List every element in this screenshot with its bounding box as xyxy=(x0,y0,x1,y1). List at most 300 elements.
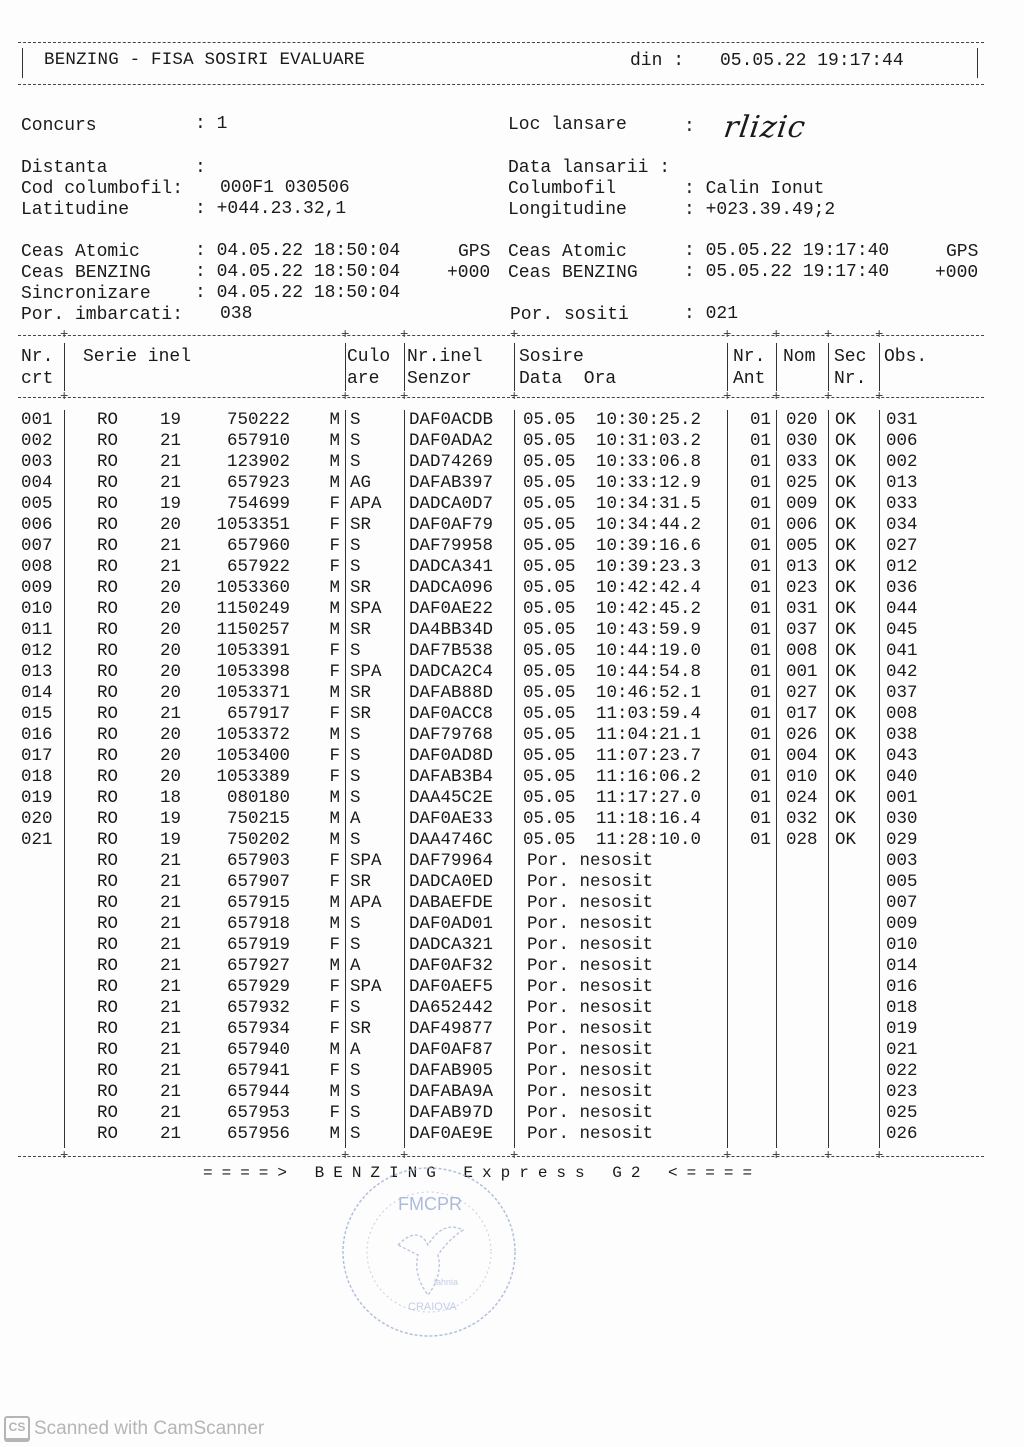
cell-nom: 026 xyxy=(786,725,818,745)
cell-obs: 021 xyxy=(886,1040,918,1060)
th-nom: Nom xyxy=(783,347,816,367)
cell-obs: 003 xyxy=(886,851,918,871)
cell-tara: RO xyxy=(97,620,119,640)
cell-an: 21 xyxy=(160,1019,182,1039)
cell-numar: 657907 xyxy=(226,872,290,892)
document-title: BENZING - FISA SOSIRI EVALUARE xyxy=(44,50,366,70)
cell-sec: OK xyxy=(835,557,857,577)
table-border-junction: + xyxy=(824,1148,833,1164)
cell-an: 20 xyxy=(160,641,182,661)
distanta-label: Distanta xyxy=(21,158,108,178)
cell-status: Por. nesosit xyxy=(527,893,654,913)
ceas-atomic-end-value: : 05.05.22 19:17:40 xyxy=(684,241,890,261)
th-sec-1: Sec xyxy=(834,347,867,367)
cell-data: 05.05 xyxy=(523,662,576,682)
table-row-arrived xyxy=(0,767,1024,788)
th-senzor-2: Senzor xyxy=(407,369,472,389)
cell-culoare: AG xyxy=(350,473,372,493)
table-border-junction: + xyxy=(824,389,833,405)
cell-sex: M xyxy=(329,956,340,976)
cell-nr: 002 xyxy=(21,431,53,451)
cell-status: Por. nesosit xyxy=(527,914,654,934)
longitudine-value: : +023.39.49;2 xyxy=(684,200,836,220)
cell-obs: 012 xyxy=(886,557,918,577)
cell-ora: 10:42:42.4 xyxy=(596,578,702,598)
cell-sex: F xyxy=(329,494,340,514)
cell-sex: M xyxy=(329,683,340,703)
cell-senzor: DAFAB905 xyxy=(409,1061,494,1081)
cell-culoare: S xyxy=(350,914,361,934)
cell-sex: F xyxy=(329,704,340,724)
cell-tara: RO xyxy=(97,1040,119,1060)
cell-status: Por. nesosit xyxy=(527,1040,654,1060)
cell-an: 19 xyxy=(160,494,182,514)
sincronizare-value: : 04.05.22 18:50:04 xyxy=(195,283,401,303)
cell-nr: 015 xyxy=(21,704,53,724)
cell-data: 05.05 xyxy=(523,452,576,472)
cell-an: 21 xyxy=(160,1040,182,1060)
cell-senzor: DADCA096 xyxy=(409,578,494,598)
cell-tara: RO xyxy=(97,1082,119,1102)
cell-status: Por. nesosit xyxy=(527,977,654,997)
table-row-arrived xyxy=(0,830,1024,851)
ceas-benzing-start-value: : 04.05.22 18:50:04 xyxy=(195,262,401,282)
cell-numar: 657915 xyxy=(226,893,290,913)
cell-data: 05.05 xyxy=(523,683,576,703)
cell-numar: 1053398 xyxy=(216,662,290,682)
cell-numar: 1053400 xyxy=(216,746,290,766)
cell-ant: 01 xyxy=(749,704,771,724)
cell-senzor: DAFAB97D xyxy=(409,1103,494,1123)
cell-status: Por. nesosit xyxy=(527,935,654,955)
cell-sec: OK xyxy=(835,704,857,724)
column-divider-header xyxy=(64,343,65,391)
table-border-junction: + xyxy=(510,389,519,405)
cell-culoare: APA xyxy=(350,494,382,514)
cell-senzor: DAF7B538 xyxy=(409,641,494,661)
cell-nr: 019 xyxy=(21,788,53,808)
cell-ant: 01 xyxy=(749,641,771,661)
cell-sex: F xyxy=(329,536,340,556)
cell-numar: 657956 xyxy=(226,1124,290,1144)
cell-senzor: DAF0ACC8 xyxy=(409,704,494,724)
cell-senzor: DADCA0ED xyxy=(409,872,494,892)
header-border-top xyxy=(18,42,984,43)
th-serie-inel: Serie inel xyxy=(83,347,192,367)
cell-an: 21 xyxy=(160,431,182,451)
cell-culoare: SPA xyxy=(350,662,382,682)
cell-status: Por. nesosit xyxy=(527,851,654,871)
cell-senzor: DADCA2C4 xyxy=(409,662,494,682)
cell-data: 05.05 xyxy=(523,641,576,661)
cell-numar: 1053389 xyxy=(216,767,290,787)
cell-ora: 10:39:16.6 xyxy=(596,536,702,556)
table-border-junction: + xyxy=(723,1148,732,1164)
loc-lansare-sep: : xyxy=(684,117,695,137)
cell-ant: 01 xyxy=(749,536,771,556)
cell-an: 20 xyxy=(160,578,182,598)
table-row-arrived xyxy=(0,431,1024,452)
cell-senzor: DAF0AF87 xyxy=(409,1040,494,1060)
cell-ant: 01 xyxy=(749,830,771,850)
th-nr-ant-2: Ant xyxy=(733,369,766,389)
cell-nr: 003 xyxy=(21,452,53,472)
cell-senzor: DAF79768 xyxy=(409,725,494,745)
cell-ora: 10:34:44.2 xyxy=(596,515,702,535)
cell-sex: F xyxy=(329,641,340,661)
cell-sec: OK xyxy=(835,788,857,808)
cell-culoare: S xyxy=(350,725,361,745)
cell-senzor: DAF0ACDB xyxy=(409,410,494,430)
cell-sex: M xyxy=(329,620,340,640)
cell-numar: 657929 xyxy=(226,977,290,997)
header-border-bottom xyxy=(18,84,984,85)
ceas-atomic-start-label: Ceas Atomic xyxy=(21,242,140,262)
cell-tara: RO xyxy=(97,809,119,829)
cell-senzor: DAF0AD8D xyxy=(409,746,494,766)
table-border-junction: + xyxy=(875,327,884,343)
table-row-arrived xyxy=(0,452,1024,473)
cell-sex: M xyxy=(329,725,340,745)
cell-culoare: SR xyxy=(350,515,372,535)
loc-lansare-label: Loc lansare xyxy=(508,115,627,135)
cell-ora: 11:03:59.4 xyxy=(596,704,702,724)
cell-an: 21 xyxy=(160,1124,182,1144)
cell-sex: F xyxy=(329,557,340,577)
cell-ora: 11:04:21.1 xyxy=(596,725,702,745)
cell-numar: 657922 xyxy=(226,557,290,577)
cell-sec: OK xyxy=(835,662,857,682)
cell-tara: RO xyxy=(97,1124,119,1144)
cell-nr: 021 xyxy=(21,830,53,850)
cell-data: 05.05 xyxy=(523,725,576,745)
table-row-not-arrived xyxy=(0,977,1024,998)
cell-status: Por. nesosit xyxy=(527,956,654,976)
cell-obs: 006 xyxy=(886,431,918,451)
cell-ant: 01 xyxy=(749,683,771,703)
cell-obs: 018 xyxy=(886,998,918,1018)
cell-tara: RO xyxy=(97,641,119,661)
cell-nr: 001 xyxy=(21,410,53,430)
cell-numar: 1053360 xyxy=(216,578,290,598)
cell-an: 19 xyxy=(160,809,182,829)
cell-sex: M xyxy=(329,473,340,493)
table-border-junction: + xyxy=(824,327,833,343)
table-border-junction: + xyxy=(400,1148,409,1164)
cell-culoare: S xyxy=(350,536,361,556)
cell-sex: F xyxy=(329,767,340,787)
cell-an: 20 xyxy=(160,767,182,787)
cell-culoare: A xyxy=(350,1040,361,1060)
cell-obs: 016 xyxy=(886,977,918,997)
ceas-benzing-end-label: Ceas BENZING xyxy=(508,263,638,283)
cell-sex: F xyxy=(329,1061,340,1081)
cell-culoare: SR xyxy=(350,683,372,703)
cell-culoare: S xyxy=(350,935,361,955)
cell-senzor: DAFAB3B4 xyxy=(409,767,494,787)
cell-nom: 027 xyxy=(786,683,818,703)
table-row-arrived xyxy=(0,515,1024,536)
cell-senzor: DADCA321 xyxy=(409,935,494,955)
cell-nom: 033 xyxy=(786,452,818,472)
th-sec-2: Nr. xyxy=(834,369,867,389)
table-border-junction: + xyxy=(341,1148,350,1164)
cell-sex: M xyxy=(329,578,340,598)
cell-obs: 040 xyxy=(886,767,918,787)
cell-ant: 01 xyxy=(749,599,771,619)
table-row-arrived xyxy=(0,683,1024,704)
table-row-arrived xyxy=(0,809,1024,830)
table-row-not-arrived xyxy=(0,914,1024,935)
ceas-benzing-start-label: Ceas BENZING xyxy=(21,263,151,283)
cell-senzor: DAFAB88D xyxy=(409,683,494,703)
cell-numar: 657934 xyxy=(226,1019,290,1039)
cell-obs: 033 xyxy=(886,494,918,514)
cell-nom: 010 xyxy=(786,767,818,787)
table-row-arrived xyxy=(0,599,1024,620)
cell-nr: 014 xyxy=(21,683,53,703)
cell-senzor: DAF0AF32 xyxy=(409,956,494,976)
cell-obs: 042 xyxy=(886,662,918,682)
cell-ant: 01 xyxy=(749,452,771,472)
cell-numar: 657903 xyxy=(226,851,290,871)
cell-ant: 01 xyxy=(749,809,771,829)
svg-text:CRAIOVA: CRAIOVA xyxy=(408,1301,457,1313)
cell-an: 20 xyxy=(160,599,182,619)
table-border-junction: + xyxy=(400,327,409,343)
cell-sec: OK xyxy=(835,725,857,745)
cell-culoare: SR xyxy=(350,1019,372,1039)
cell-an: 21 xyxy=(160,956,182,976)
column-divider-header xyxy=(879,343,880,391)
table-row-not-arrived xyxy=(0,893,1024,914)
cell-an: 21 xyxy=(160,452,182,472)
ceas-atomic-start-value: : 04.05.22 18:50:04 xyxy=(195,241,401,261)
cell-nr: 011 xyxy=(21,620,53,640)
table-border-junction: + xyxy=(875,1148,884,1164)
th-culoare-2: are xyxy=(347,369,380,389)
cell-culoare: S xyxy=(350,1082,361,1102)
cell-numar: 123902 xyxy=(226,452,290,472)
cell-tara: RO xyxy=(97,578,119,598)
table-row-not-arrived xyxy=(0,998,1024,1019)
table-border-junction: + xyxy=(510,327,519,343)
por-sositi-label: Por. sositi xyxy=(510,305,629,325)
cell-numar: 657919 xyxy=(226,935,290,955)
cell-ora: 10:30:25.2 xyxy=(596,410,702,430)
cell-ora: 10:43:59.9 xyxy=(596,620,702,640)
cell-sec: OK xyxy=(835,620,857,640)
cell-an: 21 xyxy=(160,872,182,892)
cell-tara: RO xyxy=(97,998,119,1018)
cell-tara: RO xyxy=(97,767,119,787)
fmcpr-stamp xyxy=(338,1160,520,1340)
cell-numar: 1053372 xyxy=(216,725,290,745)
cell-nr: 016 xyxy=(21,725,53,745)
loc-lansare-handwritten: rlizic xyxy=(721,110,809,145)
cell-data: 05.05 xyxy=(523,788,576,808)
cell-numar: 657910 xyxy=(226,431,290,451)
table-border-junction: + xyxy=(510,1148,519,1164)
cell-culoare: S xyxy=(350,767,361,787)
cell-numar: 657941 xyxy=(226,1061,290,1081)
cell-senzor: DA652442 xyxy=(409,998,494,1018)
cell-nr: 004 xyxy=(21,473,53,493)
cell-numar: 657940 xyxy=(226,1040,290,1060)
cell-numar: 1150257 xyxy=(216,620,290,640)
cell-status: Por. nesosit xyxy=(527,1124,654,1144)
cell-senzor: DAF0AF79 xyxy=(409,515,494,535)
cell-nr: 013 xyxy=(21,662,53,682)
cell-ora: 10:33:06.8 xyxy=(596,452,702,472)
cell-obs: 019 xyxy=(886,1019,918,1039)
table-top-border xyxy=(18,335,984,336)
cell-obs: 010 xyxy=(886,935,918,955)
cell-status: Por. nesosit xyxy=(527,872,654,892)
cell-data: 05.05 xyxy=(523,515,576,535)
cell-sex: M xyxy=(329,1082,340,1102)
stamp-seal-icon xyxy=(338,1160,520,1340)
th-data-ora: Data Ora xyxy=(519,369,617,389)
cell-ora: 11:16:06.2 xyxy=(596,767,702,787)
cell-data: 05.05 xyxy=(523,830,576,850)
cell-obs: 043 xyxy=(886,746,918,766)
cell-numar: 080180 xyxy=(226,788,290,808)
cell-status: Por. nesosit xyxy=(527,1019,654,1039)
cell-an: 21 xyxy=(160,1103,182,1123)
cell-culoare: S xyxy=(350,431,361,451)
cell-an: 20 xyxy=(160,683,182,703)
cell-sex: F xyxy=(329,1019,340,1039)
cell-sex: F xyxy=(329,998,340,1018)
cell-an: 21 xyxy=(160,473,182,493)
cell-data: 05.05 xyxy=(523,599,576,619)
cell-numar: 657932 xyxy=(226,998,290,1018)
cell-an: 18 xyxy=(160,788,182,808)
cell-an: 19 xyxy=(160,830,182,850)
cell-senzor: DAF0ADA2 xyxy=(409,431,494,451)
cell-culoare: SR xyxy=(350,704,372,724)
header-border-right xyxy=(977,48,978,78)
table-row-arrived xyxy=(0,662,1024,683)
cell-obs: 030 xyxy=(886,809,918,829)
cell-culoare: S xyxy=(350,998,361,1018)
por-imbarcati-label: Por. imbarcati: xyxy=(21,305,184,325)
cell-tara: RO xyxy=(97,473,119,493)
cell-data: 05.05 xyxy=(523,431,576,451)
table-row-arrived xyxy=(0,578,1024,599)
cell-culoare: SPA xyxy=(350,599,382,619)
cell-numar: 657927 xyxy=(226,956,290,976)
cell-sex: F xyxy=(329,1103,340,1123)
cell-ant: 01 xyxy=(749,746,771,766)
cell-ant: 01 xyxy=(749,578,771,598)
cell-an: 21 xyxy=(160,704,182,724)
table-bottom-border xyxy=(18,1156,984,1157)
cell-senzor: DAA4746C xyxy=(409,830,494,850)
cell-nr: 020 xyxy=(21,809,53,829)
cell-sec: OK xyxy=(835,599,857,619)
cell-tara: RO xyxy=(97,515,119,535)
cell-ant: 01 xyxy=(749,431,771,451)
cell-obs: 009 xyxy=(886,914,918,934)
cell-tara: RO xyxy=(97,494,119,514)
columbofil-value: : Calin Ionut xyxy=(684,179,825,199)
cell-senzor: DA4BB34D xyxy=(409,620,494,640)
column-divider-header xyxy=(776,343,777,391)
stamp-top-text: FMCPR xyxy=(398,1194,462,1214)
cell-obs: 045 xyxy=(886,620,918,640)
cell-an: 20 xyxy=(160,746,182,766)
column-divider-header xyxy=(514,343,515,391)
cell-senzor: DADCA341 xyxy=(409,557,494,577)
cell-nom: 023 xyxy=(786,578,818,598)
table-row-arrived xyxy=(0,725,1024,746)
cell-sex: M xyxy=(329,914,340,934)
cell-obs: 037 xyxy=(886,683,918,703)
cell-culoare: SR xyxy=(350,578,372,598)
cell-ora: 10:31:03.2 xyxy=(596,431,702,451)
th-obs: Obs. xyxy=(884,347,928,367)
cell-nr: 005 xyxy=(21,494,53,514)
concurs-label: Concurs xyxy=(21,116,97,136)
table-row-arrived xyxy=(0,704,1024,725)
cell-data: 05.05 xyxy=(523,473,576,493)
cell-senzor: DAF0AE33 xyxy=(409,809,494,829)
cell-obs: 025 xyxy=(886,1103,918,1123)
cell-nr: 007 xyxy=(21,536,53,556)
cell-status: Por. nesosit xyxy=(527,1061,654,1081)
cell-ant: 01 xyxy=(749,473,771,493)
cell-sex: M xyxy=(329,1040,340,1060)
cell-sec: OK xyxy=(835,515,857,535)
cell-sec: OK xyxy=(835,683,857,703)
cell-culoare: S xyxy=(350,410,361,430)
cell-ant: 01 xyxy=(749,515,771,535)
cell-an: 21 xyxy=(160,557,182,577)
cell-numar: 1053371 xyxy=(216,683,290,703)
cell-nr: 010 xyxy=(21,599,53,619)
cod-columbofil-label: Cod columbofil: xyxy=(21,179,184,199)
sincronizare-label: Sincronizare xyxy=(21,284,151,304)
table-row-arrived xyxy=(0,410,1024,431)
cell-nom: 004 xyxy=(786,746,818,766)
cell-senzor: DAF49877 xyxy=(409,1019,494,1039)
cell-culoare: S xyxy=(350,1061,361,1081)
column-divider-header xyxy=(345,343,346,391)
cell-numar: 754699 xyxy=(226,494,290,514)
cell-tara: RO xyxy=(97,746,119,766)
table-row-not-arrived xyxy=(0,1019,1024,1040)
cell-numar: 750222 xyxy=(226,410,290,430)
cell-nom: 031 xyxy=(786,599,818,619)
cell-data: 05.05 xyxy=(523,494,576,514)
cell-obs: 007 xyxy=(886,893,918,913)
cell-ora: 10:33:12.9 xyxy=(596,473,702,493)
cell-tara: RO xyxy=(97,662,119,682)
table-border-junction: + xyxy=(772,1148,781,1164)
th-culoare-1: Culo xyxy=(347,347,391,367)
cell-ora: 11:17:27.0 xyxy=(596,788,702,808)
cell-tara: RO xyxy=(97,536,119,556)
din-label: din : xyxy=(630,51,685,71)
cell-sec: OK xyxy=(835,410,857,430)
th-nr-ant-1: Nr. xyxy=(733,347,766,367)
cell-ora: 11:28:10.0 xyxy=(596,830,702,850)
cell-sec: OK xyxy=(835,809,857,829)
cell-nom: 020 xyxy=(786,410,818,430)
cell-an: 20 xyxy=(160,620,182,640)
